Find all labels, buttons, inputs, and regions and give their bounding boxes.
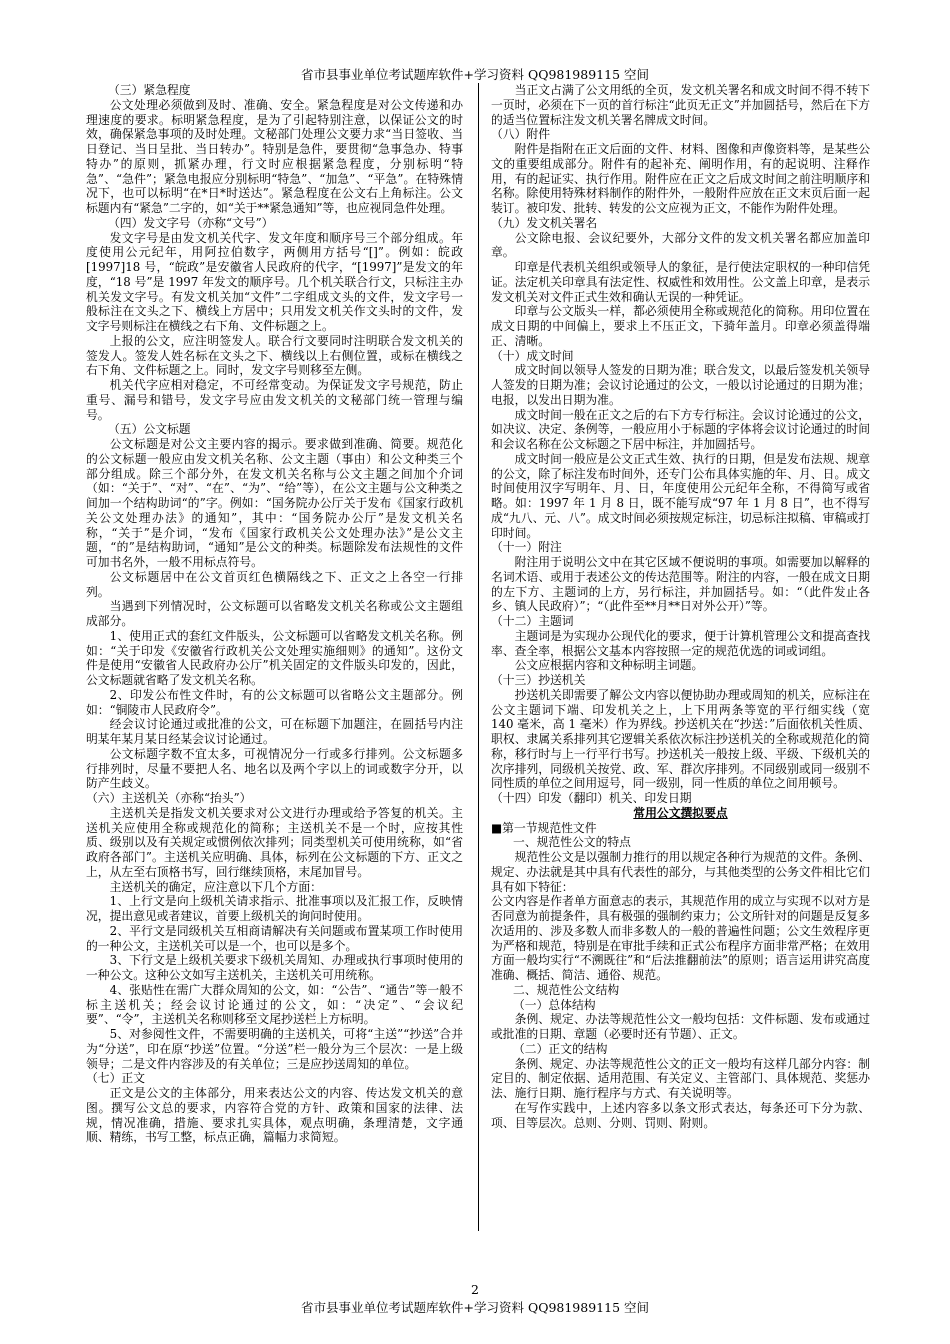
paragraph: （六）主送机关（亦称“抬头”） (86, 791, 252, 805)
paragraph: 成文时间一般在正文之后的右下方专行标注。会议讨论通过的公文，如决议、决定、条例等，一般应用小于标题的字体将会议讨论通过的时间和会议名称在公文标题之下居中标注，并加圆括号。 (491, 407, 870, 451)
paragraph: 公文处理必须做到及时、准确、安全。紧急程度是对公文传递和办理速度的要求。标明紧急程度，是为了引起特别注意，以保证公文的时效，确保紧急事项的及时处理。文秘部门处理公文要力求“当日签收、当日登记、当日呈批、当日转办”。特别是急件，要贯彻“急事急办、特事特办”的原则，抓紧办理，行文时应根据紧急程度，分别标明“特急”、“急件”；紧急电报应分别标明“特急”、“加急”、“平急”。在特殊情况下，也可以标明“在*日*时送达”。紧急程度在公文右上角标注。公文标题内有“紧急”二字的，如“关于**紧急通知”等，也应视同急件处理。 (86, 97, 463, 215)
paragraph: 附注用于说明公文中在其它区域不便说明的事项。如需要加以解释的名词术语、或用于表述公文的传达范围等。附注的内容，一般在成文日期的左下方、主题词的上方，另行标注，并加圆括号。如：“（此件发止各乡、镇人民政府）”；“（此件至**月**日对外公开）”等。 (491, 555, 870, 614)
paragraph: 2、印发公布性文件时，有的公文标题可以省略公文主题部分。例如：“铜陵市人民政府令”。 (86, 687, 463, 717)
paragraph: 在写作实践中，上述内容多以条文形式表达，每条还可下分为款、项、目等层次。总则、分则、罚则、附则。 (491, 1100, 870, 1130)
paragraph: （十）成文时间 (491, 348, 574, 363)
page-header: 省市县事业单位考试题库软件+学习资料 QQ981989115 空间 (301, 67, 649, 82)
paragraph: （十二）主题词 (491, 614, 574, 628)
paragraph: 3、下行文是上级机关要求下级机关周知、办理或执行事项时使用的一种公文。这种公文如写主送机关，主送机关可用统称。 (86, 953, 463, 982)
paragraph: （七）正文 (86, 1071, 145, 1086)
paragraph: ■第一节规范性文件 (491, 820, 597, 835)
page-number: 2 (471, 1282, 479, 1297)
paragraph: 4、张贴性在需广大群众周知的公文，如：“公告”、“通告”等一般不标主送机关；经会议讨论通过的公文，如：“决定”、“会议纪要”、“令”，主送机关名称则移至文尾抄送栏上方标明。 (86, 982, 463, 1027)
paragraph: 主题词是为实现办公现代化的要求，便于计算机管理公文和提高查找率、查全率，根据公文基本内容按照一定的规范优选的词或词组。 (491, 628, 870, 658)
paragraph: 公文除电报、会议纪要外，大部分文件的发文机关署名都应加盖印章。 (491, 230, 870, 260)
paragraph: 公文内容是作者单方面意志的表示，其规范作用的成立与实现不以对方是否同意为前提条件，具有极强的强制约束力；公文所针对的问题是反复多次适用的、涉及多数人而非多数人的一般的普遍性问题；公文生效程序更为严格和规范，特别是在审批手续和正式公布程序方面非常严格；在效用方面一般均实行“不溯既往”和“后法推翻前法”的原则；语言运用讲究高度准确、概括、简洁、通俗、规范。 (491, 894, 870, 982)
paragraph: 抄送机关即需要了解公文内容以便协助办理或周知的机关，应标注在公文主题词下端、印发机关之上，上下用两条等宽的平行细实线（宽 140 毫米，高 1 毫米）作为界线。抄送机关在“抄送：”后面依机关性质、职权、隶属关系排列其它逻辑关系依次标注抄送机关的全称或规范化的简称，移行时与上一行平行书写。抄送机关一般按上级、平级、下级机关的次序排列，同级机关按党、政、军、群次序排列。不同级别或同一级别不同性质的单位之间用逗号，同一级别，同一性质的单位之间用顿号。 (491, 687, 870, 791)
right-column (491, 83, 870, 1233)
paragraph: （二）正文的结构 (513, 1041, 608, 1056)
paragraph: 规范性公文是以强制力推行的用以规定各种行为规范的文件。条例、规定、办法就是其中具有代表性的部分，与其他类型的公务文件相比它们具有如下特征： (491, 850, 870, 894)
page-footer: 省市县事业单位考试题库软件+学习资料 QQ981989115 空间 (301, 1300, 649, 1315)
paragraph: （一）总体结构 (513, 997, 596, 1012)
paragraph: （四）发文字号（亦称“文号”） (108, 215, 274, 230)
paragraph: 公文标题字数不宜太多，可视情况分一行或多行排列。公文标题多行排列时，尽量不要把人名、地名以及两个字以上的词或数字分开，以防产生歧义。 (86, 746, 463, 791)
paragraph: 附件是指附在正文后面的文件、材料、图像和声像资料等，是某些公文的重要组成部分。附件有的起补充、阐明作用，有的起说明、注释作用，有的起证实、执行作用。附件应在正文之后成文时间之前注明顺序和名称。除使用特殊材料制作的附件外，一般附件应放在正文末页后面一起装订。被印发、批转、转发的公文应视为正文，不能作为附件处理。 (491, 142, 870, 215)
paragraph: （八）附件 (491, 127, 550, 142)
paragraph: 条例、规定、办法等规范性公文的正文一般均有这样几部分内容：制定目的、制定依据、适用范围、有关定义、主管部门、具体规范、奖惩办法、施行日期、施行程序与方式、有关说明等。 (491, 1056, 870, 1100)
paragraph: 二、规范性公文结构 (513, 982, 620, 997)
column-divider (478, 83, 479, 1231)
paragraph: 公文应根据内容和文种标明主词题。 (514, 658, 704, 673)
paragraph: 公文标题居中在公文首页红色横隔线之下、正文之上各空一行排列。 (86, 569, 463, 599)
paragraph: 当遇到下列情况时，公文标题可以省略发文机关名称或公文主题组成部分。 (86, 599, 463, 628)
paragraph: （十三）抄送机关 (491, 673, 586, 687)
paragraph: （三）紧急程度 (108, 83, 191, 97)
paragraph: 印章是代表机关组织或领导人的象征，是行使法定职权的一种印信凭证。法定机关印章具有法定性、权威性和效用性。公文盖上印章，是表示发文机关对文件正式生效和确认无误的一种凭证。 (491, 260, 870, 304)
paragraph: 公文标题是对公文主要内容的揭示。要求做到准确、简要。规范化的公文标题一般应由发文机关名称、公文主题（事由）和公文种类三个部分组成。除三个部分外，在发文机关名称与公文主题之间加个介词（如：“关于”、“对”、“在”、“为”、“给”等），在公文主题与公文种类之间加一个结构助词“的”字。例如：“国务院办公厅关于发布《国家行政机关公文处理办法》的通知”，其中：“国务院办公厅”是发文机关名称，“关于”是介词，“发布《国家行政机关公文处理办法》”是公文主题，“的”是结构助词，“通知”是公文的种类。标题除发布法规性的文件可加书名外，一般不用标点符号。 (86, 437, 463, 569)
paragraph: 机关代字应相对稳定，不可经常变动。为保证发文字号规范，防止重号、漏号和错号，发文字号应由发文机关的文秘部门统一管理与编号。 (86, 378, 463, 422)
paragraph: （九）发文机关署名 (491, 215, 598, 230)
paragraph: 正文是公文的主体部分，用来表达公文的内容、传达发文机关的意图。撰写公文总的要求，内容符合党的方针、政策和国家的法律、法规，情况准确，措施、要求扎实具体，观点明确，条理清楚，文字通顺、精练，书写工整，标点正确，篇幅力求简短。 (86, 1086, 463, 1145)
paragraph: 成文时间以领导人签发的日期为准；联合发文，以最后签发机关领导人签发的日期为准；会议讨论通过的公文，一般以讨论通过的日期为准；电报，以发出日期为准。 (491, 363, 870, 407)
paragraph: 1、上行文是向上级机关请求指示、批准事项以及汇报工作，反映情况，提出意见或者建议，首要上级机关的询问时使用。 (86, 894, 463, 923)
paragraph: 主送机关的确定，应注意以下几个方面： (109, 879, 322, 894)
left-column (86, 83, 463, 1233)
section-title: 常用公文撰拟要点 (633, 805, 728, 820)
paragraph: 经会议讨论通过或批准的公文，可在标题下加题注，在圆括号内注明某年某月某日经某会议讨论通过。 (86, 717, 463, 746)
paragraph: 条例、规定、办法等规范性公文一般均包括：文件标题、发布或通过或批准的日期、章题（必要时还有节题）、正文。 (491, 1012, 870, 1041)
paragraph: 成文时间一般应是公文正式生效、执行的日期，但是发布法规、规章的公文，除了标注发布时间外，还专门公布具体实施的年、月、日。成文时间使用汉字写明年、月、日，年度使用公元纪年全称，不得简写或省略。如：1997 年 1 月 8 日，既不能写成“97 年 1 月 8 日”，也不得写成“九八、元、八”。成文时间必须按规定标注，切忌标注拟稿、审稿或打印时间。 (491, 451, 870, 540)
paragraph: （十四）印发（翻印）机关、印发日期 (491, 791, 692, 805)
paragraph: 主送机关是指发文机关要求对公文进行办理或给予答复的机关。主送机关应使用全称或规范化的简称；主送机关不是一个时，应按其性质、级别以及有关规定或惯例依次排列；同类型机关可使用统称，如“省政府各部门”。主送机关应明确、具体，标列在公文标题的下方、正文之上，从左至右顶格书写，回行继续顶格，末尾加冒号。 (86, 805, 463, 879)
paragraph: （十一）附注 (491, 540, 562, 555)
paragraph: 发文字号是由发文机关代字、发文年度和顺序号三个部分组成。年度使用公元纪年，用阿拉伯数字，两侧用方括号“[]”。例如：皖政[1997]18 号，“皖政”是安徽省人民政府的代字，“[1997]”是发文的年度，“18 号”是 1997 年发文的顺序号。几个机关联合行文，只标注主办机关发文字号。有发文机关加“文件”二字组成文头的文件，发文字号一般标注在文头之下、横线上方居中；只用发文机关作文头时的文件，发文字号则标注在横线之右下角、文件标题之上。 (86, 230, 463, 333)
paragraph: 1、使用正式的套红文件版头，公文标题可以省略发文机关名称。例如：“关于印发《安徽省行政机关公文处理实施细则》的通知”。这份文件是使用“安徽省人民政府办公厅”机关固定的文件版头印发的，因此，公文标题就省略了发文机关名称。 (86, 628, 463, 687)
paragraph: 2、平行文是同级机关互相商请解决有关问题或布置某项工作时使用的一种公文，主送机关可以是一个，也可以是多个。 (86, 923, 463, 953)
paragraph: 印章与公文版头一样，都必须使用全称或规范化的简称。用印位置在成文日期的中间偏上，要求上不压正文，下骑年盖月。印章必须盖得端正、清晰。 (491, 304, 870, 348)
paragraph: 上报的公文，应注明签发人。联合行文要同时注明联合发文机关的签发人。签发人姓名标在文头之下、横线以上右侧位置，或标在横线之右下角、文件标题之上。同时，发文字号则移至左侧。 (86, 333, 463, 378)
paragraph: 5、对参阅性文件，不需要明确的主送机关，可将“主送”“抄送”合并为“分送”，印在原“抄送”位置。“分送”栏一般分为三个层次：一是上级领导；二是文件内容涉及的有关单位；三是应抄送周知的单位。 (86, 1027, 463, 1071)
paragraph: 一、规范性公文的特点 (513, 835, 631, 850)
paragraph: （五）公文标题 (108, 422, 191, 437)
paragraph: 当正文占满了公文用纸的全页，发文机关署名和成文时间不得不转下一页时，必须在下一页的首行标注“此页无正文”并加圆括号，然后在下方的适当位置标注发文机关署名牌成文时间。 (491, 83, 870, 127)
